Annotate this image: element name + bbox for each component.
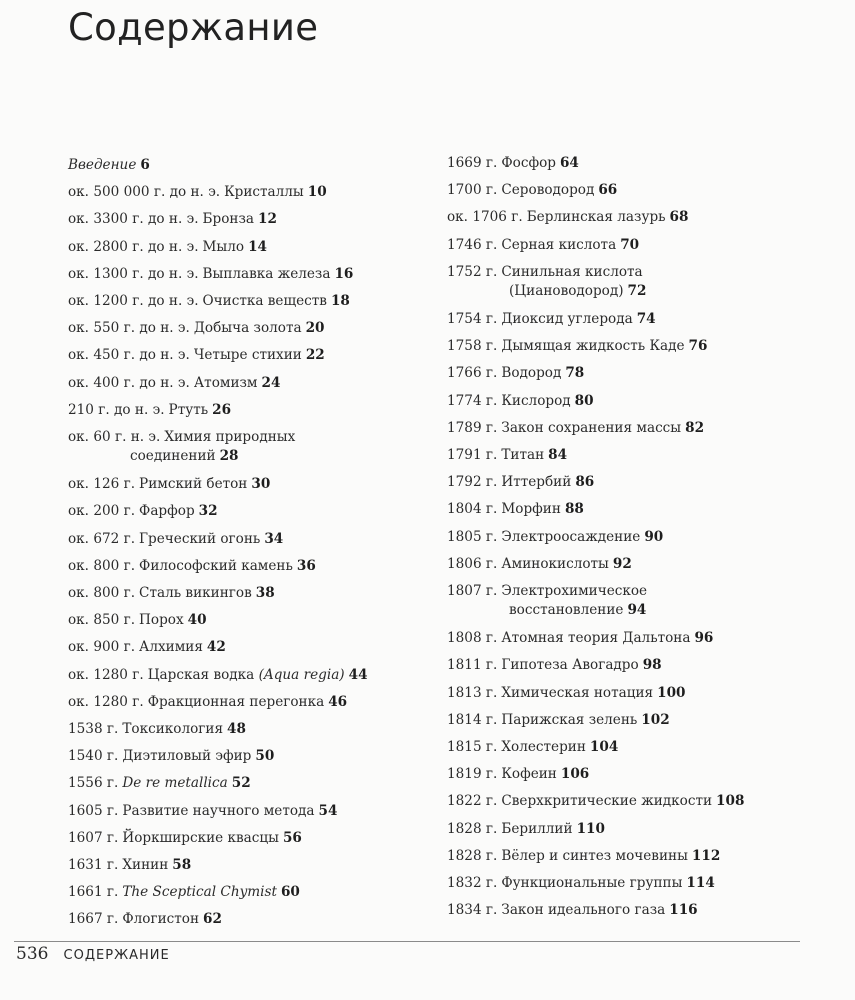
toc-entry-line	[68, 911, 199, 927]
toc-entry-title-latin: (Aqua regia)	[258, 666, 345, 683]
toc-entry-line	[447, 583, 647, 599]
toc-entry-title: Четыре стихии	[193, 347, 302, 364]
toc-entry-line	[68, 585, 252, 601]
toc-entry-line	[68, 503, 195, 519]
toc-entry-date: 1808 г.	[447, 630, 498, 647]
toc-entry-page: 94	[627, 602, 647, 618]
toc-entry-date: 1792 г.	[447, 474, 498, 491]
toc-entry-page: 46	[328, 693, 348, 710]
toc-entry-page: 12	[257, 211, 277, 228]
toc-entry-title: Бериллий	[501, 820, 573, 837]
toc-entry[interactable]	[68, 530, 283, 549]
toc-entry-date: 1806 г.	[447, 555, 498, 572]
toc-entry[interactable]	[447, 528, 663, 547]
toc-entry-page: 10	[307, 184, 327, 201]
toc-entry-title: Философский камень	[139, 557, 293, 574]
toc-entry-title: Введение	[68, 157, 137, 173]
toc-entry-date: 1814 г.	[447, 711, 498, 728]
toc-entry-title: Атомизм	[193, 374, 258, 391]
toc-entry-date: 1819 г.	[447, 766, 498, 783]
toc-entry-line	[447, 630, 690, 646]
toc-entry[interactable]	[68, 910, 222, 929]
toc-entry-date: ок. 900 г.	[68, 639, 136, 656]
running-head: СОДЕРЖАНИЕ	[63, 948, 170, 963]
toc-entry-line	[447, 182, 594, 198]
toc-entry[interactable]	[447, 765, 589, 784]
toc-entry-line	[68, 211, 254, 227]
toc-entry-page: 30	[251, 476, 271, 493]
toc-entry-page: 42	[206, 639, 226, 656]
toc-entry-line	[447, 793, 712, 809]
toc-entry[interactable]	[447, 208, 688, 227]
toc-entry-continuation	[447, 601, 647, 620]
toc-entry-title: Дымящая жидкость Каде	[501, 338, 685, 355]
toc-entry-date: ок. 800 г.	[68, 557, 136, 574]
toc-entry[interactable]	[68, 611, 207, 630]
toc-entry-date: 1556 г.	[68, 775, 119, 792]
toc-entry-title: Серная кислота	[501, 236, 617, 253]
toc-entry-title: Диэтиловый эфир	[122, 748, 252, 765]
toc-entry-page: 78	[565, 365, 585, 382]
toc-entry[interactable]	[447, 847, 720, 866]
toc-entry-title: Электроосаждение	[501, 528, 641, 545]
toc-entry-page: 82	[685, 419, 705, 436]
toc-entry[interactable]	[447, 629, 713, 648]
toc-entry-title: Йоркширские квасцы	[122, 829, 279, 846]
toc-entry-title: Мыло	[202, 238, 245, 255]
toc-entry-title: Фарфор	[139, 503, 195, 520]
toc-entry[interactable]	[68, 693, 347, 712]
toc-entry-page: 6	[140, 157, 150, 173]
toc-entry-title: Сероводород	[501, 182, 595, 199]
toc-entry-date: ок. 1280 г.	[68, 666, 144, 683]
toc-entry-page: 54	[318, 802, 338, 819]
page-title: Содержание	[68, 6, 319, 49]
toc-entry-line	[68, 639, 203, 655]
toc-entry-page: 34	[264, 530, 284, 547]
toc-entry[interactable]	[68, 883, 300, 902]
toc-entry[interactable]	[447, 446, 567, 465]
toc-entry-page: 84	[548, 447, 568, 463]
toc-entry-page: 102	[641, 711, 670, 728]
toc-entry[interactable]	[68, 856, 191, 875]
footer-divider	[14, 941, 800, 942]
toc-entry-title: Функциональные группы	[501, 875, 683, 891]
toc-entry-line	[447, 338, 685, 354]
toc-entry-line	[447, 848, 688, 864]
page-footer	[16, 944, 170, 964]
toc-entry-title: Добыча золота	[193, 320, 302, 337]
toc-entry-title: Фосфор	[501, 155, 556, 171]
toc-entry[interactable]	[447, 656, 662, 675]
toc-entry-date: ок. 3300 г. до н. э.	[68, 211, 199, 228]
toc-entry-page: 90	[644, 528, 664, 545]
toc-entry-date: 1822 г.	[447, 793, 498, 810]
toc-entry-page: 80	[574, 392, 594, 409]
toc-entry-page: 70	[620, 236, 640, 253]
toc-entry-title: Кислород	[501, 392, 571, 409]
toc-entry-line	[447, 420, 681, 436]
toc-entry-title: Синильная кислота	[501, 263, 643, 280]
toc-entry-line	[68, 320, 302, 336]
toc-entry[interactable]	[68, 183, 327, 202]
toc-entry[interactable]	[447, 738, 618, 757]
toc-entry[interactable]	[68, 265, 353, 284]
toc-entry-date: 1815 г.	[447, 739, 498, 755]
toc-entry-line	[447, 447, 544, 463]
toc-entry-page: 36	[296, 557, 316, 574]
toc-entry-title: Холестерин	[501, 739, 586, 755]
toc-entry-title: Диоксид углерода	[501, 311, 633, 327]
toc-entry-title-cont: соединений	[130, 448, 216, 464]
toc-entry-date: 1766 г.	[447, 365, 498, 382]
toc-entry-date: ок. 1200 г. до н. э.	[68, 293, 199, 309]
toc-entry-page: 24	[261, 374, 281, 391]
toc-entry-line	[68, 293, 327, 309]
toc-entry[interactable]	[447, 901, 698, 920]
toc-entry-line	[447, 393, 571, 409]
toc-entry-date: 1805 г.	[447, 528, 498, 545]
toc-entry-line	[68, 667, 345, 683]
toc-entry-line	[447, 529, 640, 545]
toc-entry[interactable]	[447, 473, 594, 492]
toc-entry-line	[68, 721, 223, 737]
toc-entry[interactable]	[68, 557, 316, 576]
toc-entry-title: Гипотеза Авогадро	[501, 657, 639, 674]
toc-entry[interactable]	[68, 802, 337, 821]
toc-entry-title: Фракционная перегонка	[147, 693, 325, 710]
toc-entry[interactable]	[68, 401, 231, 420]
toc-entry-title: Сверхкритические жидкости	[501, 793, 713, 810]
toc-entry[interactable]	[447, 154, 579, 173]
toc-entry-page: 112	[691, 847, 721, 864]
toc-entry-line	[447, 657, 639, 673]
toc-entry-date: 1667 г.	[68, 911, 119, 928]
toc-entry[interactable]	[447, 684, 686, 703]
toc-entry-line	[68, 803, 315, 819]
toc-entry-date: ок. 550 г. до н. э.	[68, 320, 190, 337]
toc-entry-title-cont: (Циановодород)	[509, 282, 624, 299]
toc-entry[interactable]	[68, 346, 325, 365]
toc-entry-line	[68, 694, 324, 710]
toc-entry[interactable]	[447, 236, 639, 255]
toc-entry-page: 26	[212, 401, 232, 418]
toc-entry-continuation	[68, 447, 295, 466]
toc-entry-line	[68, 429, 295, 445]
toc-entry-line	[447, 237, 616, 253]
toc-entry-date: ок. 450 г. до н. э.	[68, 347, 190, 364]
toc-entry-title: Парижская зелень	[501, 711, 638, 728]
toc-entry-page: 92	[612, 555, 632, 572]
toc-entry-line	[68, 239, 244, 255]
toc-entry-line	[68, 347, 302, 363]
toc-entry-title: The Sceptical Chymist	[122, 884, 277, 901]
toc-entry-date: ок. 60 г. н. э.	[68, 429, 161, 445]
toc-entry-line	[447, 365, 561, 381]
toc-entry-title: Морфин	[501, 501, 561, 518]
toc-entry-page: 106	[560, 766, 590, 783]
toc-entry-title: Греческий огонь	[139, 530, 261, 547]
toc-entry-date: ок. 850 г.	[68, 612, 136, 629]
toc-entry-page: 14	[248, 238, 267, 255]
toc-entry-date: ок. 800 г.	[68, 585, 136, 601]
toc-entry-date: 1832 г.	[447, 875, 498, 891]
toc-entry-line	[447, 902, 665, 918]
toc-entry-page: 48	[227, 721, 246, 737]
toc-entry-line	[68, 775, 228, 791]
toc-entry-page: 96	[694, 630, 714, 647]
toc-entry-line	[68, 830, 279, 846]
toc-entry-line	[68, 531, 260, 547]
toc-entry-title: Закон сохранения массы	[501, 419, 682, 436]
toc-entry[interactable]	[447, 263, 646, 301]
toc-entry-line	[447, 556, 609, 572]
toc-entry-date: 1834 г.	[447, 902, 498, 919]
toc-entry-page: 22	[305, 347, 325, 364]
toc-entry-page: 98	[642, 657, 662, 674]
toc-entry-line	[447, 739, 586, 755]
toc-entry-page: 58	[172, 857, 192, 873]
toc-entry-title: Иттербий	[501, 474, 572, 491]
toc-entry-date: 1700 г.	[447, 182, 498, 199]
toc-entry-date: 1828 г.	[447, 820, 498, 837]
toc-entry-title: Химическая нотация	[501, 684, 654, 701]
toc-entry-page: 114	[686, 875, 715, 891]
toc-entry-page: 104	[589, 739, 619, 755]
toc-entry-title: Титан	[501, 447, 545, 463]
toc-entry-title: Очистка веществ	[202, 293, 327, 309]
toc-entry-date: 1811 г.	[447, 657, 498, 674]
toc-entry-title: Римский бетон	[139, 476, 248, 493]
toc-entry-page: 110	[576, 820, 605, 837]
toc-entry-line	[68, 157, 136, 173]
toc-entry-page: 86	[575, 474, 595, 491]
toc-entry-date: 1789 г.	[447, 419, 498, 436]
toc-entry-page: 74	[636, 311, 656, 327]
toc-entry-page: 60	[280, 884, 300, 901]
toc-entry-page: 72	[627, 282, 647, 299]
toc-entry-date: 1804 г.	[447, 501, 498, 518]
toc-entry-date: 1828 г.	[447, 847, 498, 864]
toc-entry-date: 1754 г.	[447, 311, 498, 327]
toc-entry-page: 88	[564, 501, 584, 518]
toc-entry-title: Аминокислоты	[501, 555, 609, 572]
toc-entry-page: 100	[657, 684, 686, 701]
toc-entry-title: Развитие научного метода	[122, 802, 315, 819]
toc-entry-page: 66	[598, 182, 618, 199]
toc-entry-title: Алхимия	[139, 639, 203, 656]
toc-entry-line	[68, 612, 184, 628]
toc-entry[interactable]	[447, 364, 584, 383]
toc-entry-line	[447, 685, 653, 701]
toc-entry-page: 68	[669, 209, 689, 226]
toc-entry-date: ок. 500 000 г. до н. э.	[68, 184, 221, 201]
toc-entry[interactable]	[447, 500, 584, 519]
toc-entry-line	[68, 402, 208, 418]
toc-entry-line	[447, 875, 682, 891]
toc-entry-title: Царская водка	[147, 666, 255, 683]
toc-entry[interactable]	[68, 774, 251, 793]
toc-entry-title: Химия природных	[164, 429, 296, 445]
toc-entry-page: 18	[330, 293, 350, 309]
toc-entry-line	[447, 501, 561, 517]
toc-entry-line	[68, 857, 168, 873]
toc-entry-date: ок. 200 г.	[68, 503, 136, 520]
toc-entry-title: Выплавка железа	[202, 265, 331, 282]
toc-entry-date: ок. 1706 г.	[447, 209, 523, 226]
toc-entry-date: ок. 2800 г. до н. э.	[68, 238, 199, 255]
toc-entry[interactable]	[447, 820, 605, 839]
toc-entry-date: ок. 1300 г. до н. э.	[68, 265, 199, 282]
toc-entry-date: 1605 г.	[68, 802, 119, 819]
toc-entry[interactable]	[68, 292, 350, 311]
toc-entry-line	[68, 266, 330, 282]
page-number: 536	[16, 944, 49, 964]
toc-entry-page: 50	[255, 748, 275, 765]
toc-entry-date: 1813 г.	[447, 684, 498, 701]
toc-entry-date: 1774 г.	[447, 392, 498, 409]
toc-entry-page: 40	[187, 612, 207, 629]
toc-entry-title: Электрохимическое	[501, 583, 648, 599]
toc-entry-page: 116	[669, 902, 698, 919]
toc-entry-page: 44	[348, 666, 368, 683]
toc-entry-date: 1807 г.	[447, 583, 498, 599]
toc-entry-title: Кристаллы	[224, 184, 304, 201]
toc-entry-date: 210 г. до н. э.	[68, 401, 165, 418]
toc-entry-date: 1669 г.	[447, 155, 498, 171]
toc-entry[interactable]	[68, 374, 280, 393]
toc-entry-line	[447, 155, 556, 171]
toc-entry[interactable]	[68, 156, 150, 175]
toc-entry[interactable]	[68, 238, 267, 257]
toc-entry-date: 1661 г.	[68, 884, 119, 901]
toc-entry-line	[447, 264, 643, 280]
toc-entry-title: Кофеин	[501, 766, 557, 783]
toc-entry[interactable]	[68, 584, 275, 603]
toc-entry-date: 1607 г.	[68, 829, 119, 846]
toc-entry-page: 52	[231, 775, 251, 792]
toc-entry-page: 56	[282, 829, 302, 846]
toc-entry-date: ок. 400 г. до н. э.	[68, 374, 190, 391]
toc-entry[interactable]	[68, 319, 325, 338]
toc-entry-page: 108	[716, 793, 745, 810]
toc-entry-title: Закон идеального газа	[501, 902, 666, 919]
toc-entry-title: Хинин	[122, 857, 169, 873]
toc-entry-line	[447, 712, 637, 728]
toc-entry-date: 1791 г.	[447, 447, 498, 463]
toc-entry-date: ок. 1280 г.	[68, 693, 144, 710]
toc-entry-line	[68, 748, 251, 764]
toc-entry[interactable]	[68, 502, 218, 521]
toc-entry-title: De re metallica	[122, 775, 228, 792]
toc-entry-line	[68, 558, 293, 574]
toc-entry-title: Сталь викингов	[139, 585, 252, 601]
toc-entry[interactable]	[447, 792, 744, 811]
toc-entry-line	[68, 476, 247, 492]
toc-entry-line	[68, 884, 277, 900]
toc-entry-page: 76	[688, 338, 708, 355]
toc-entry-date: 1538 г.	[68, 721, 119, 737]
toc-entry-title: Ртуть	[168, 401, 209, 418]
toc-entry[interactable]	[447, 874, 715, 893]
toc-entry-title: Бронза	[202, 211, 254, 228]
toc-entry-page: 32	[198, 503, 218, 520]
toc-entry-page: 16	[334, 265, 354, 282]
toc-entry[interactable]	[68, 638, 226, 657]
toc-entry-page: 64	[559, 155, 579, 171]
toc-entry-line	[68, 375, 258, 391]
toc-entry[interactable]	[447, 555, 632, 574]
toc-entry[interactable]	[68, 428, 295, 466]
toc-entry-title: Порох	[139, 612, 184, 629]
toc-entry-page: 28	[219, 448, 239, 464]
toc-entry-page: 20	[305, 320, 325, 337]
toc-entry-date: ок. 126 г.	[68, 476, 136, 493]
toc-entry-page: 38	[255, 585, 275, 601]
toc-entry[interactable]	[447, 582, 647, 620]
toc-entry[interactable]	[447, 392, 594, 411]
toc-entry[interactable]	[447, 181, 617, 200]
toc-entry-title: Токсикология	[122, 721, 224, 737]
toc-entry[interactable]	[68, 475, 270, 494]
toc-entry-title: Берлинская лазурь	[526, 209, 666, 226]
toc-entry-date: 1758 г.	[447, 338, 498, 355]
toc-entry-line	[447, 766, 557, 782]
toc-entry-line	[447, 311, 633, 327]
toc-entry-date: 1752 г.	[447, 263, 498, 280]
toc-entry-line	[447, 821, 573, 837]
toc-entry-title: Флогистон	[122, 911, 200, 928]
toc-entry-date: 1540 г.	[68, 748, 119, 765]
toc-entry-title: Атомная теория Дальтона	[501, 630, 691, 647]
toc-entry[interactable]	[68, 666, 368, 685]
toc-entry-title: Вёлер и синтез мочевины	[501, 847, 688, 864]
toc-entry-line	[447, 474, 571, 490]
toc-entry-date: 1746 г.	[447, 236, 498, 253]
toc-entry-line	[68, 184, 304, 200]
toc-entry-date: ок. 672 г.	[68, 530, 136, 547]
toc-entry-continuation	[447, 282, 646, 301]
toc-entry[interactable]	[68, 747, 274, 766]
toc-entry[interactable]	[68, 829, 302, 848]
toc-entry[interactable]	[447, 337, 707, 356]
toc-entry-date: 1631 г.	[68, 857, 119, 873]
toc-entry-title-cont: восстановление	[509, 602, 624, 618]
toc-entry-title: Водород	[501, 365, 562, 382]
toc-entry[interactable]	[447, 310, 656, 329]
toc-entry[interactable]	[68, 210, 277, 229]
toc-entry[interactable]	[447, 711, 670, 730]
toc-entry-line	[447, 209, 666, 225]
toc-entry-page: 62	[203, 911, 222, 928]
toc-entry[interactable]	[68, 720, 246, 739]
toc-entry[interactable]	[447, 419, 704, 438]
